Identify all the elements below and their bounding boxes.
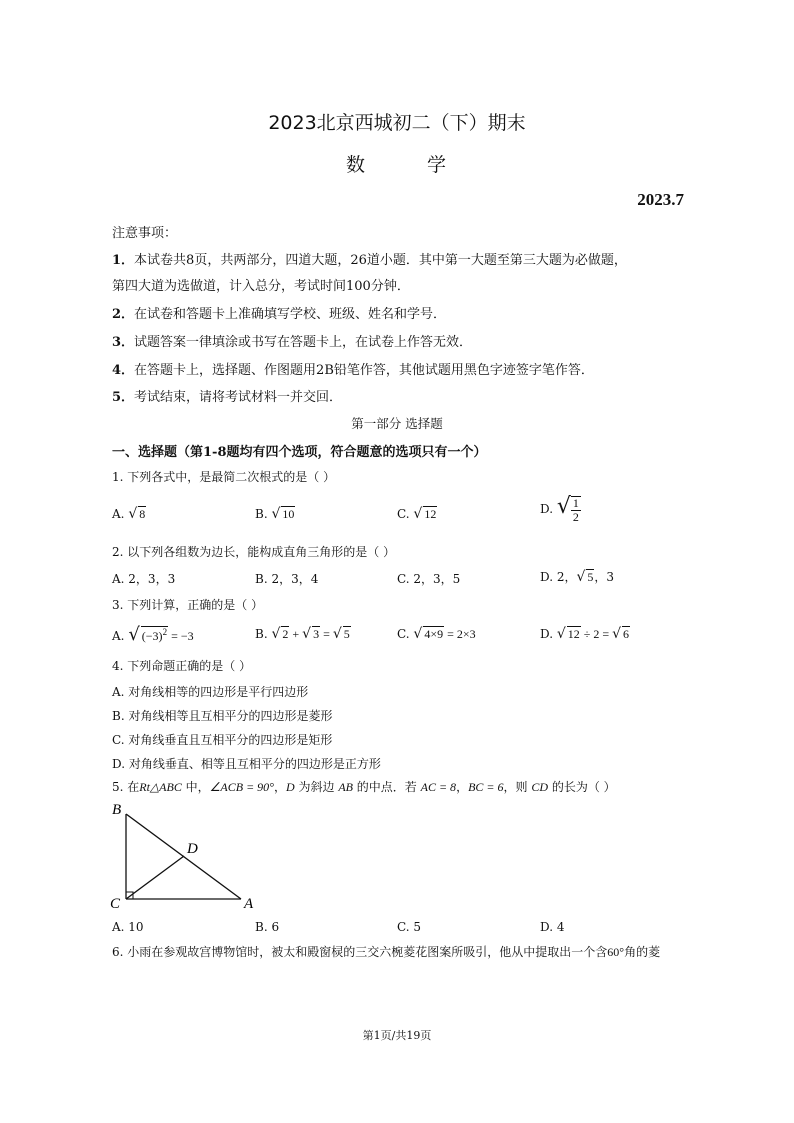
exam-date: 2023.7 — [637, 190, 684, 209]
notice-item-4: 4．在答题卡上，选择题、作图题用2B铅笔作答，其他试题用黑色字迹签字笔作答． — [112, 363, 594, 378]
subject-title — [0, 150, 794, 177]
question-2-option-b: B. 2，3，4 — [255, 572, 319, 586]
label-b: B — [112, 802, 122, 818]
question-4-stem: 4. 下列命题正确的是（ ） — [112, 659, 252, 673]
question-2-option-a: A. 2，3，3 — [112, 572, 176, 586]
notice-heading: 注意事项： — [112, 226, 178, 241]
triangle-diagram — [104, 798, 264, 913]
question-5-stem: 5. 在Rt△ABC 中，∠ACB = 90°，D 为斜边 AB 的中点．若 AC = 8，BC = 6，则 CD 的长为（ ） — [112, 780, 616, 794]
label-c: C — [110, 896, 121, 912]
notice-item-5: 5．考试结束，请将考试材料一并交回． — [112, 390, 343, 405]
question-2-option-c: C. 2，3，5 — [397, 572, 461, 586]
question-3-option-c: C. √ 4×9 = 2×3 — [397, 626, 476, 642]
label-d: D — [187, 841, 198, 857]
segment-cd — [126, 856, 184, 899]
notice-item-1-cont: 第四大道为选做道，计入总分，考试时间100分钟． — [112, 279, 410, 294]
notice-item-2: 2．在试卷和答题卡上准确填写学校、班级、姓名和学号． — [112, 307, 447, 322]
question-4-option-d: D. 对角线垂直、相等且互相平分的四边形是正方形 — [112, 757, 381, 771]
question-3-stem: 3. 下列计算，正确的是（ ） — [112, 598, 264, 612]
question-2-option-d: D. 2，√ 5，3 — [540, 569, 615, 585]
question-4-option-b: B. 对角线相等且互相平分的四边形是菱形 — [112, 709, 333, 723]
part-title: 第一部分 选择题 — [351, 416, 443, 431]
question-1-option-c: C. √ 12 — [397, 506, 437, 522]
question-1-option-a: A. √ 8 — [112, 506, 146, 522]
question-5-option-a: A. 10 — [112, 920, 144, 934]
question-4-option-c: C. 对角线垂直且互相平分的四边形是矩形 — [112, 733, 333, 747]
notice-item-1: 1．本试卷共8页，共两部分，四道大题，26道小题．其中第一大题至第三大题为必做题， — [112, 253, 627, 268]
question-1-option-b: B. √ 10 — [255, 506, 295, 522]
page-title: 2023北京西城初二（下）期末 — [268, 112, 526, 134]
question-3-option-b: B. √ 2 + √ 3 = √ 5 — [255, 626, 350, 642]
subject-char-2: 学 — [427, 154, 449, 176]
question-1-option-d: D. √ $\frac{1}{2}$ — [540, 494, 579, 524]
question-1-stem: 1. 下列各式中，是最简二次根式的是（ ） — [112, 470, 336, 484]
page-footer: 第1页/共19页 — [362, 1029, 432, 1042]
notice-item-3: 3．试题答案一律填涂或书写在答题卡上，在试卷上作答无效． — [112, 335, 473, 350]
question-2-stem: 2. 以下列各组数为边长，能构成直角三角形的是（ ） — [112, 545, 396, 559]
question-5-option-c: C. 5 — [397, 920, 422, 934]
question-6-stem: 6. 小雨在参观故宫博物馆时，被太和殿窗棂的三交六椀菱花图案所吸引，他从中提取出一个含60°角的菱 — [112, 945, 661, 959]
label-a: A — [244, 896, 254, 912]
question-5-option-d: D. 4 — [540, 920, 565, 934]
question-3-option-d: D. √ 12 ÷ 2 = √ 6 — [540, 626, 630, 642]
question-4-option-a: A. 对角线相等的四边形是平行四边形 — [112, 685, 309, 699]
subject-char-1: 数 — [345, 154, 367, 176]
question-3-option-a: A. √ $(-3)^2 = -3$ — [112, 624, 194, 645]
question-5-option-b: B. 6 — [255, 920, 280, 934]
section-heading: 一、选择题（第1-8题均有四个选项，符合题意的选项只有一个） — [112, 445, 487, 460]
